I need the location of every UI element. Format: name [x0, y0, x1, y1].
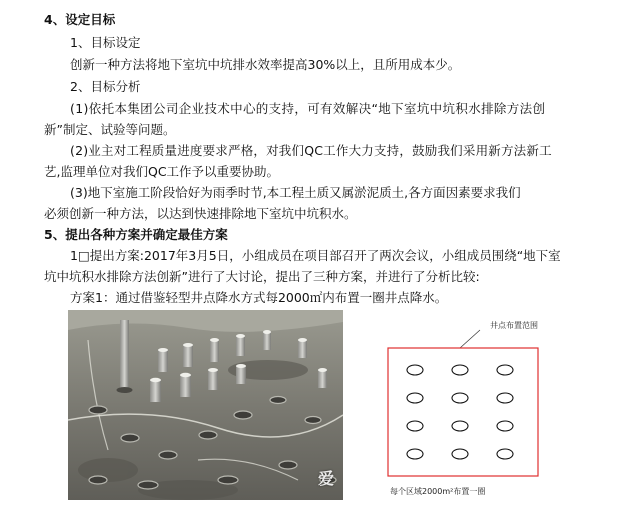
- analysis-point-1-line1: (1)依托本集团公司企业技术中心的支持，可有效解决“地下室坑中坑积水排除方法创: [70, 101, 546, 116]
- well-point: [407, 393, 423, 403]
- analysis-point-2-line2: 艺,监理单位对我们QC工作予以重要协助。: [44, 164, 280, 179]
- diagram-label-bottom: 每个区域2000m²布置一圈: [390, 487, 486, 496]
- plan1-text: 方案1：通过借鉴轻型井点降水方式每2000㎡内布置一圈井点降水。: [70, 290, 448, 305]
- well-point: [497, 393, 513, 403]
- well-point: [497, 421, 513, 431]
- site-photo: [68, 310, 343, 500]
- well-point: [452, 393, 468, 403]
- analysis-point-2-line1: (2)业主对工程质量进度要求严格，对我们QC工作大力支持，鼓励我们采用新方法新工: [70, 143, 552, 158]
- well-point: [407, 365, 423, 375]
- well-point: [452, 449, 468, 459]
- section4-heading: 4、设定目标: [44, 12, 116, 27]
- target-setting-heading: 1、目标设定: [70, 35, 141, 50]
- area-boundary: [388, 348, 538, 476]
- proposal-text-line2: 坑中坑积水排除方法创新”进行了大讨论，提出了三种方案，并进行了分析比较:: [44, 269, 480, 284]
- analysis-point-3-line2: 必须创新一种方法，以达到快速排除地下室坑中坑积水。: [44, 206, 357, 221]
- diagram-label-top: 井点布置范围: [490, 321, 538, 330]
- well-point-layout-diagram: [385, 318, 590, 498]
- target-setting-text: 创新一种方法将地下室坑中坑排水效率提高30%以上，且所用成本少。: [70, 57, 461, 72]
- well-point: [452, 365, 468, 375]
- analysis-point-1-line2: 新”制定、试验等问题。: [44, 122, 176, 137]
- well-point: [452, 421, 468, 431]
- well-point: [407, 449, 423, 459]
- target-analysis-heading: 2、目标分析: [70, 79, 141, 94]
- proposal-text-line1: 1□提出方案:2017年3月5日，小组成员在项目部召开了两次会议，小组成员围绕“地下室: [70, 248, 561, 263]
- section5-heading: 5、提出各种方案并确定最佳方案: [44, 227, 228, 242]
- analysis-point-3-line1: (3)地下室施工阶段恰好为雨季时节,本工程土质又属淤泥质土,各方面因素要求我们: [70, 185, 521, 200]
- watermark: 爱: [318, 469, 335, 488]
- well-point: [407, 421, 423, 431]
- well-point: [497, 449, 513, 459]
- well-point: [497, 365, 513, 375]
